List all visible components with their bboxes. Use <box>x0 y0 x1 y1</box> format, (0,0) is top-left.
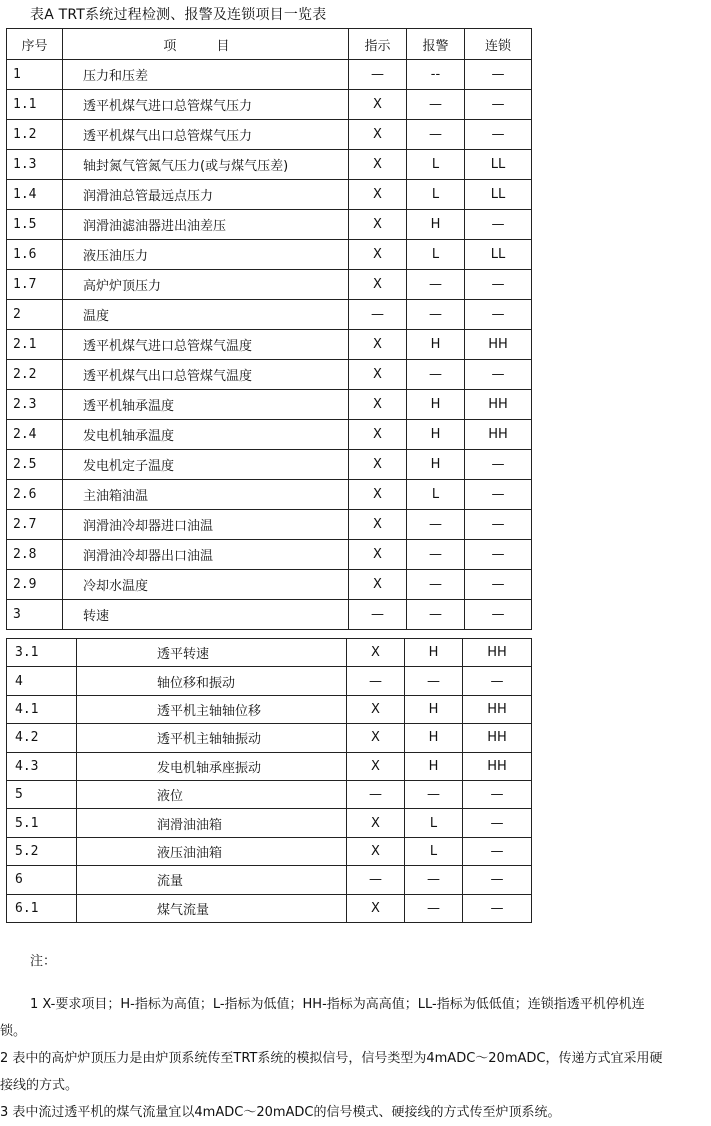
row-indicate: X <box>349 510 407 540</box>
row-alarm: -- <box>407 60 465 90</box>
row-interlock: — <box>465 510 532 540</box>
row-item: 煤气流量 <box>77 894 347 922</box>
row-interlock: — <box>465 480 532 510</box>
note-1: 1 X-要求项目；H-指标为高值；L-指标为低值；HH-指标为高高值；LL-指标为低低值；连锁指透平机停机连 <box>30 997 645 1012</box>
table-row <box>7 600 532 630</box>
row-interlock: — <box>465 600 532 630</box>
row-number: 1 <box>7 60 63 90</box>
row-number: 1.5 <box>7 210 63 240</box>
row-interlock: — <box>465 300 532 330</box>
row-interlock: — <box>465 270 532 300</box>
table-row <box>7 480 532 510</box>
row-indicate: — <box>349 600 407 630</box>
row-number: 2.2 <box>7 360 63 390</box>
row-alarm: — <box>405 866 463 894</box>
row-interlock: HH <box>465 390 532 420</box>
row-indicate: X <box>347 695 405 723</box>
row-number: 1.4 <box>7 180 63 210</box>
row-item: 液压油油箱 <box>77 837 347 865</box>
row-number: 2.5 <box>7 450 63 480</box>
row-indicate: X <box>349 540 407 570</box>
table-row <box>7 420 532 450</box>
table-row <box>7 60 532 90</box>
row-alarm: H <box>405 724 463 752</box>
row-item: 压力和压差 <box>63 60 349 90</box>
row-alarm: H <box>407 210 465 240</box>
table-row <box>7 150 532 180</box>
table-row <box>7 639 532 667</box>
row-item: 轴封氮气管氮气压力(或与煤气压差) <box>63 150 349 180</box>
row-interlock: LL <box>465 150 532 180</box>
row-item: 润滑油冷却器进口油温 <box>63 510 349 540</box>
table-row <box>7 360 532 390</box>
row-item: 透平机煤气进口总管煤气温度 <box>63 330 349 360</box>
row-indicate: X <box>349 210 407 240</box>
row-indicate: — <box>347 866 405 894</box>
row-indicate: X <box>347 639 405 667</box>
row-interlock: HH <box>465 420 532 450</box>
row-item: 发电机轴承温度 <box>63 420 349 450</box>
process-table-upper <box>6 28 532 630</box>
table-row <box>7 540 532 570</box>
row-alarm: H <box>407 330 465 360</box>
notes-section <box>0 948 711 1126</box>
row-interlock: — <box>465 120 532 150</box>
row-indicate: — <box>349 60 407 90</box>
row-item: 透平机煤气出口总管煤气温度 <box>63 360 349 390</box>
row-interlock: LL <box>465 240 532 270</box>
row-alarm: H <box>405 639 463 667</box>
process-table-lower <box>6 638 532 923</box>
row-alarm: — <box>407 600 465 630</box>
row-indicate: X <box>349 330 407 360</box>
row-number: 4.2 <box>7 724 77 752</box>
row-indicate: X <box>347 809 405 837</box>
row-number: 5.1 <box>7 809 77 837</box>
row-item: 高炉炉顶压力 <box>63 270 349 300</box>
header-alarm: 报警 <box>407 29 465 60</box>
table-row <box>7 780 532 808</box>
table-row <box>7 837 532 865</box>
row-indicate: X <box>349 570 407 600</box>
row-interlock: LL <box>465 180 532 210</box>
table-row <box>7 752 532 780</box>
row-number: 1.6 <box>7 240 63 270</box>
table-row <box>7 695 532 723</box>
row-interlock: — <box>463 667 532 695</box>
row-interlock: — <box>463 837 532 865</box>
row-indicate: X <box>349 90 407 120</box>
row-alarm: — <box>407 510 465 540</box>
row-alarm: — <box>407 90 465 120</box>
table-row <box>7 210 532 240</box>
row-indicate: X <box>347 752 405 780</box>
row-interlock: HH <box>463 752 532 780</box>
table-row <box>7 866 532 894</box>
row-interlock: — <box>463 866 532 894</box>
table-row <box>7 390 532 420</box>
row-item: 流量 <box>77 866 347 894</box>
row-alarm: — <box>405 667 463 695</box>
note-2: 2 表中的高炉炉顶压力是由炉顶系统传至TRT系统的模拟信号，信号类型为4mADC～20mADC，传递方式宜采用硬 <box>0 1051 663 1066</box>
row-interlock: — <box>465 210 532 240</box>
row-number: 2.4 <box>7 420 63 450</box>
row-alarm: — <box>405 894 463 922</box>
row-number: 5 <box>7 780 77 808</box>
row-interlock: — <box>463 780 532 808</box>
row-indicate: X <box>349 360 407 390</box>
row-number: 6.1 <box>7 894 77 922</box>
row-number: 1.7 <box>7 270 63 300</box>
table-row <box>7 570 532 600</box>
row-item: 润滑油冷却器出口油温 <box>63 540 349 570</box>
row-indicate: X <box>349 180 407 210</box>
row-item: 透平机煤气出口总管煤气压力 <box>63 120 349 150</box>
table-row <box>7 809 532 837</box>
row-item: 透平机轴承温度 <box>63 390 349 420</box>
row-item: 温度 <box>63 300 349 330</box>
header-item: 项 目 <box>63 29 349 60</box>
row-item: 主油箱油温 <box>63 480 349 510</box>
row-interlock: — <box>465 60 532 90</box>
row-indicate: — <box>347 667 405 695</box>
row-number: 2.3 <box>7 390 63 420</box>
row-indicate: X <box>349 480 407 510</box>
row-indicate: X <box>349 120 407 150</box>
row-interlock: — <box>465 540 532 570</box>
row-number: 2 <box>7 300 63 330</box>
row-item: 液位 <box>77 780 347 808</box>
row-interlock: — <box>465 570 532 600</box>
row-item: 润滑油滤油器进出油差压 <box>63 210 349 240</box>
table-row <box>7 450 532 480</box>
row-indicate: — <box>349 300 407 330</box>
table-row <box>7 90 532 120</box>
row-alarm: H <box>407 420 465 450</box>
table-row <box>7 724 532 752</box>
row-interlock: HH <box>465 330 532 360</box>
note-2-continued: 接线的方式。 <box>0 1078 79 1093</box>
notes-heading: 注： <box>30 954 57 969</box>
row-item: 透平机煤气进口总管煤气压力 <box>63 90 349 120</box>
table-row <box>7 330 532 360</box>
row-interlock: — <box>463 894 532 922</box>
row-alarm: — <box>407 270 465 300</box>
row-item: 润滑油总管最远点压力 <box>63 180 349 210</box>
row-indicate: X <box>347 724 405 752</box>
row-indicate: X <box>349 420 407 450</box>
row-number: 5.2 <box>7 837 77 865</box>
row-interlock: HH <box>463 695 532 723</box>
row-interlock: — <box>463 809 532 837</box>
table-row <box>7 240 532 270</box>
row-alarm: H <box>407 390 465 420</box>
row-interlock: — <box>465 360 532 390</box>
row-number: 4.1 <box>7 695 77 723</box>
note-3: 3 表中流过透平机的煤气流量宜以4mADC～20mADC的信号模式、硬接线的方式传至炉顶系统。 <box>0 1105 561 1120</box>
table-header-row <box>7 29 532 60</box>
row-item: 发电机轴承座振动 <box>77 752 347 780</box>
row-indicate: X <box>347 894 405 922</box>
row-indicate: X <box>349 270 407 300</box>
row-indicate: X <box>349 240 407 270</box>
row-interlock: — <box>465 90 532 120</box>
row-number: 2.1 <box>7 330 63 360</box>
row-number: 3.1 <box>7 639 77 667</box>
header-no: 序号 <box>7 29 63 60</box>
row-item: 透平机主轴轴振动 <box>77 724 347 752</box>
row-item: 润滑油油箱 <box>77 809 347 837</box>
row-number: 1.3 <box>7 150 63 180</box>
header-indicate: 指示 <box>349 29 407 60</box>
row-number: 1.2 <box>7 120 63 150</box>
row-number: 2.9 <box>7 570 63 600</box>
row-number: 1.1 <box>7 90 63 120</box>
row-alarm: L <box>405 837 463 865</box>
table-row <box>7 510 532 540</box>
row-number: 4.3 <box>7 752 77 780</box>
row-alarm: — <box>407 360 465 390</box>
row-indicate: X <box>349 390 407 420</box>
row-item: 转速 <box>63 600 349 630</box>
row-interlock: HH <box>463 639 532 667</box>
row-indicate: — <box>347 780 405 808</box>
row-alarm: L <box>405 809 463 837</box>
row-alarm: L <box>407 180 465 210</box>
row-item: 轴位移和振动 <box>77 667 347 695</box>
row-alarm: — <box>407 120 465 150</box>
row-interlock: — <box>465 450 532 480</box>
table-row <box>7 120 532 150</box>
row-item: 液压油压力 <box>63 240 349 270</box>
row-number: 2.8 <box>7 540 63 570</box>
row-item: 发电机定子温度 <box>63 450 349 480</box>
row-alarm: — <box>407 570 465 600</box>
table-row <box>7 667 532 695</box>
row-alarm: H <box>407 450 465 480</box>
table-row <box>7 270 532 300</box>
row-item: 透平机主轴轴位移 <box>77 695 347 723</box>
row-number: 2.7 <box>7 510 63 540</box>
row-number: 4 <box>7 667 77 695</box>
row-indicate: X <box>349 450 407 480</box>
row-alarm: L <box>407 480 465 510</box>
table-row <box>7 894 532 922</box>
row-alarm: — <box>405 780 463 808</box>
note-1-continued: 锁。 <box>0 1024 27 1039</box>
row-alarm: L <box>407 240 465 270</box>
table-caption: 表A TRT系统过程检测、报警及连锁项目一览表 <box>30 7 327 23</box>
row-indicate: X <box>349 150 407 180</box>
row-alarm: H <box>405 695 463 723</box>
row-alarm: L <box>407 150 465 180</box>
row-alarm: — <box>407 540 465 570</box>
row-number: 6 <box>7 866 77 894</box>
row-interlock: HH <box>463 724 532 752</box>
row-item: 透平转速 <box>77 639 347 667</box>
row-number: 2.6 <box>7 480 63 510</box>
table-row <box>7 300 532 330</box>
table-row <box>7 180 532 210</box>
row-alarm: H <box>405 752 463 780</box>
row-alarm: — <box>407 300 465 330</box>
row-number: 3 <box>7 600 63 630</box>
header-interlock: 连锁 <box>465 29 532 60</box>
row-item: 冷却水温度 <box>63 570 349 600</box>
row-indicate: X <box>347 837 405 865</box>
